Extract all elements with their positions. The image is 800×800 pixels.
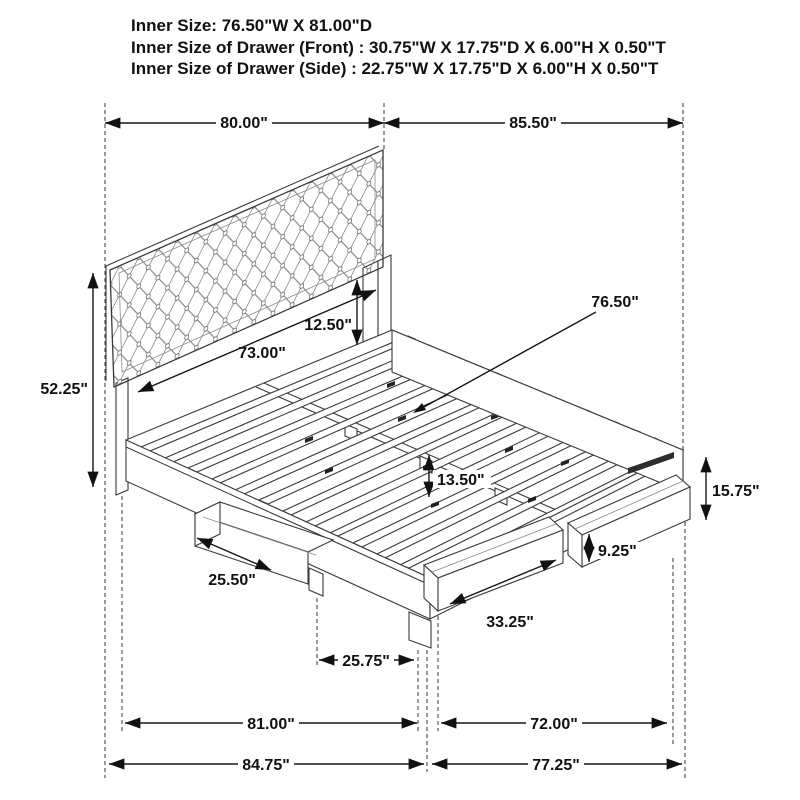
dim-label-side-drawer-width: 25.50" [208,572,256,589]
dim-overall-length [109,755,424,774]
dim-label-headboard-drop: 12.50" [304,317,352,334]
dim-label-headboard-height: 52.25" [40,381,88,398]
spec-line-drawer-side: Inner Size of Drawer (Side) : 22.75"W X 17.75"D X 6.00"H X 0.50"T [131,59,659,78]
dim-overall-depth [432,755,682,774]
dim-label-front-drawer-width: 33.25" [486,614,534,631]
dim-label-overall-depth: 77.25" [532,757,580,774]
dim-label-headboard-width: 73.00" [238,345,286,362]
dim-headboard-height [40,273,93,487]
dim-label-top-depth: 85.50" [509,115,557,132]
dim-label-slat-width: 76.50" [591,294,639,311]
dim-label-leg-spacing: 25.75" [342,653,390,670]
dim-label-base-length: 81.00" [247,716,295,733]
spec-header [131,16,666,78]
dim-label-base-depth: 72.00" [530,716,578,733]
center-left-leg [309,568,323,596]
dim-label-frame-height: 15.75" [712,483,760,500]
dim-base-length [125,714,417,733]
bed-frame [126,330,683,648]
dim-frame-height [706,457,760,520]
dim-top-depth [384,113,683,132]
dim-label-overall-length: 84.75" [242,757,290,774]
dim-base-depth [441,714,667,733]
spec-line-inner-size: Inner Size: 76.50"W X 81.00"D [131,16,372,35]
dim-top-width [105,113,384,132]
dim-leg-spacing [319,651,414,670]
dim-label-platform-height: 13.50" [437,472,485,489]
dim-label-top-width: 80.00" [220,115,268,132]
spec-line-drawer-front: Inner Size of Drawer (Front) : 30.75"W X 17.75"D X 6.00"H X 0.50"T [131,38,666,57]
dim-label-drawer-height: 9.25" [598,543,637,560]
